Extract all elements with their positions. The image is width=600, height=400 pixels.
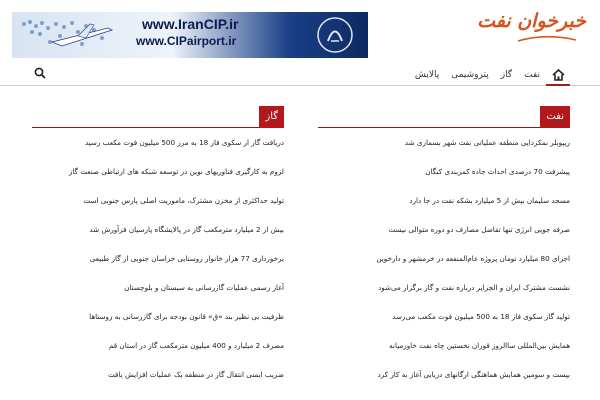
news-item[interactable]: ظرفیت بی نظیر بند «ق» قانون بودجه برای گازرسانی به روستاها	[89, 312, 284, 321]
news-item[interactable]: پیشرفت 70 درصدی احداث جاده کمربندی کنگان	[425, 167, 570, 176]
news-item[interactable]: نشست مشترک ایران و الجزایر درباره نفت و گاز برگزار می‌شود	[378, 283, 570, 292]
news-item[interactable]: تولید گاز سکوی فاز 18 به 500 میلیون فوت مکعب می‌رسد	[392, 312, 570, 321]
news-item[interactable]: همایش بین‌المللی ساالروز قوران نخستین چاه نفت خاورمیانه	[389, 341, 570, 350]
news-item[interactable]: مصرف 2 میلیارد و 400 میلیون مترمکعب گاز در استان قم	[108, 341, 284, 350]
news-item[interactable]: مسجد سلیمان بیش از 5 میلیارد بشکه نفت در جا دارد	[409, 196, 570, 205]
news-item[interactable]: ضریب ایمنی انتقال گاز در منطقه یک عملیات افزایش یافت	[108, 370, 284, 379]
home-icon	[552, 69, 565, 81]
news-item[interactable]: اجرای 80 میلیارد تومان پروژه عام‌المنفعه در خرمشهر و دارخوین	[376, 254, 570, 263]
news-item[interactable]: بیست و سومین همایش هماهنگی ارگانهای دریایی آغاز به کار کرد	[377, 370, 570, 379]
world-map-icon	[12, 12, 122, 58]
news-item[interactable]: دریافت گاز از سکوی فاز 18 به مرز 500 میلیون فوت مکعب رسید	[84, 138, 284, 147]
news-item[interactable]: آغاز رسمی عملیات گازرسانی به سیستان و بلوچستان	[124, 283, 284, 292]
site-logo[interactable]	[477, 8, 586, 48]
nav-list	[409, 64, 570, 86]
section-header	[32, 106, 284, 128]
news-item[interactable]: تولید حداکثری از مخزن مشترک، ماموریت اصلی پارس جنوبی است	[83, 196, 284, 205]
nav-item-petrochemical[interactable]: پتروشیمی	[451, 70, 489, 80]
news-item[interactable]: صرفه جویی انرژی تنها تفاضل مصارف دو دوره متوالی نیست	[388, 225, 570, 234]
section-title[interactable]: گاز	[259, 106, 284, 128]
nav-item-gas[interactable]: گاز	[500, 70, 513, 80]
news-item[interactable]: ریپوبلر نمکزدایی منطقه عملیاتی نفت شهر بسمازی شد	[404, 138, 570, 147]
nav-home[interactable]	[546, 64, 570, 86]
news-list	[32, 137, 284, 398]
search-icon[interactable]	[34, 67, 46, 79]
cip-seal-icon	[316, 16, 354, 54]
section-gas	[32, 106, 284, 398]
nav-item-oil[interactable]: نفت	[524, 70, 540, 80]
news-item[interactable]: لزوم به کارگیری فناوریهای نوین در توسعه شبکه های ارتباطی صنعت گاز	[68, 167, 284, 176]
site-header	[0, 0, 600, 64]
nav-active-indicator	[546, 84, 570, 86]
banner-url-irancip: www.IranCIP.ir	[142, 16, 239, 32]
news-item[interactable]: برخورداری 77 هزار خانوار روستایی خراسان جنوبی از گاز طبیعی	[89, 254, 284, 263]
banner-url-cipairport: www.CIPairport.ir	[136, 34, 237, 48]
section-title[interactable]: نفت	[540, 106, 570, 128]
main-nav	[0, 64, 600, 86]
section-oil	[318, 106, 570, 398]
news-list	[318, 137, 570, 398]
news-item[interactable]: بیش از 2 میلیارد مترمکعب گاز در پالایشگاه پارسیان فرآورش شد	[89, 225, 284, 234]
nav-item-refining[interactable]: پالایش	[414, 70, 440, 80]
section-header	[318, 106, 570, 128]
ad-banner[interactable]	[12, 12, 368, 58]
logo-swoosh-icon	[516, 35, 578, 45]
logo-text: خبرخوان نفت	[477, 10, 586, 32]
